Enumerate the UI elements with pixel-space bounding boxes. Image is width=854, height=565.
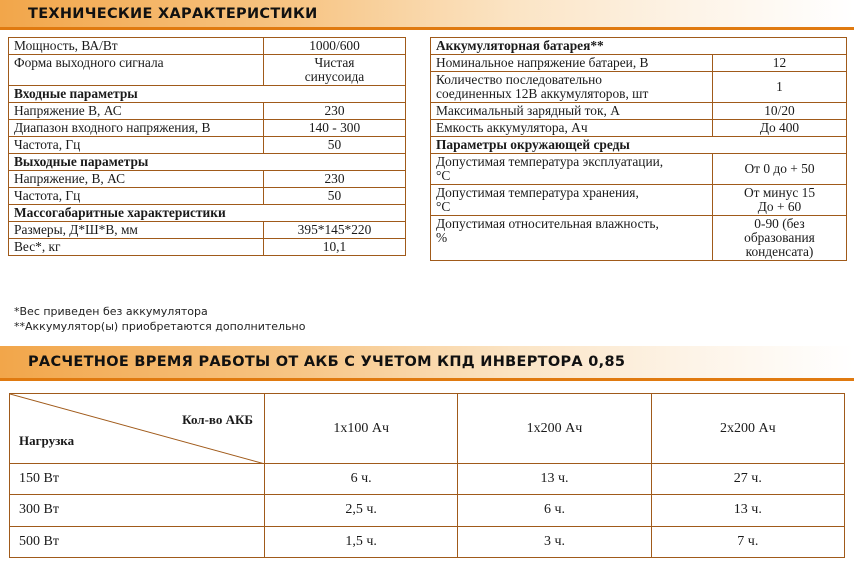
- section-title-specs: ТЕХНИЧЕСКИЕ ХАРАКТЕРИСТИКИ: [28, 5, 318, 22]
- load-500: 500 Вт: [10, 526, 265, 557]
- table-row: [431, 55, 847, 72]
- specs-table-right: [430, 37, 847, 261]
- output-voltage-value: 230: [264, 171, 406, 188]
- table-row: [9, 222, 406, 239]
- table-row: [9, 239, 406, 256]
- output-frequency-label: Частота, Гц: [9, 188, 264, 205]
- column-header-1x200: 1х200 Ач: [458, 394, 651, 464]
- input-params-header: Входные параметры: [9, 86, 406, 103]
- operating-temp-value: От 0 до + 50: [713, 154, 847, 185]
- runtime-cell: 6 ч.: [265, 464, 458, 495]
- operating-temp-label: [431, 154, 713, 185]
- operating-temp-label-line1: Допустимая температура эксплуатации,: [436, 154, 664, 169]
- runtime-cell: 2,5 ч.: [265, 495, 458, 526]
- footnote-weight: *Вес приведен без аккумулятора: [14, 305, 208, 318]
- max-charge-label: Максимальный зарядный ток, А: [431, 103, 713, 120]
- table-row: [9, 103, 406, 120]
- table-row: [9, 38, 406, 55]
- table-row: [431, 120, 847, 137]
- input-voltage-value: 230: [264, 103, 406, 120]
- battery-count-header: Кол-во АКБ: [182, 412, 253, 427]
- footnote-battery: **Аккумулятор(ы) приобретаются дополнительно: [14, 320, 306, 333]
- battery-count-value: 1: [713, 72, 847, 103]
- section-title-runtime: РАСЧЕТНОЕ ВРЕМЯ РАБОТЫ ОТ АКБ С УЧЕТОМ КПД ИНВЕРТОРА 0,85: [28, 354, 626, 370]
- mass-dimension-header: Массогабаритные характеристики: [9, 205, 406, 222]
- output-voltage-label: Напряжение, В, АС: [9, 171, 264, 188]
- humidity-label-line2: %: [436, 230, 448, 245]
- input-range-value: 140 - 300: [264, 120, 406, 137]
- storage-temp-label-line1: Допустимая температура хранения,: [436, 185, 639, 200]
- environment-header: Параметры окружающей среды: [431, 137, 847, 154]
- table-row: [10, 495, 845, 526]
- dimensions-label: Размеры, Д*Ш*В, мм: [9, 222, 264, 239]
- battery-header: Аккумуляторная батарея**: [431, 38, 847, 55]
- table-row: [9, 55, 406, 86]
- storage-temp-value-line2: До + 60: [757, 199, 802, 214]
- humidity-value: [713, 216, 847, 261]
- input-frequency-value: 50: [264, 137, 406, 154]
- table-row: [431, 38, 847, 55]
- waveform-value-line1: Чистая: [314, 55, 355, 70]
- max-charge-value: 10/20: [713, 103, 847, 120]
- capacity-label: Емкость аккумулятора, Ач: [431, 120, 713, 137]
- storage-temp-value: [713, 185, 847, 216]
- input-range-label: Диапазон входного напряжения, В: [9, 120, 264, 137]
- table-row: [431, 137, 847, 154]
- load-150: 150 Вт: [10, 464, 265, 495]
- dimensions-value: 395*145*220: [264, 222, 406, 239]
- runtime-cell: 7 ч.: [651, 526, 844, 557]
- corner-header-cell: [10, 394, 265, 464]
- table-row: [9, 154, 406, 171]
- runtime-cell: 13 ч.: [458, 464, 651, 495]
- table-row: [10, 464, 845, 495]
- specs-table-left: [8, 37, 406, 256]
- input-voltage-label: Напряжение В, АС: [9, 103, 264, 120]
- runtime-cell: 3 ч.: [458, 526, 651, 557]
- table-row: [431, 103, 847, 120]
- table-row: [9, 205, 406, 222]
- column-header-1x100: 1х100 Ач: [265, 394, 458, 464]
- nominal-voltage-value: 12: [713, 55, 847, 72]
- waveform-value: [264, 55, 406, 86]
- output-frequency-value: 50: [264, 188, 406, 205]
- operating-temp-label-line2: °C: [436, 168, 451, 183]
- column-header-2x200: 2х200 Ач: [651, 394, 844, 464]
- table-row: [10, 526, 845, 557]
- section-header-runtime: [0, 346, 854, 381]
- humidity-value-line3: конденсата): [745, 244, 814, 259]
- runtime-table: [9, 393, 845, 558]
- load-header: Нагрузка: [19, 433, 75, 448]
- table-row: [431, 72, 847, 103]
- weight-label: Вес*, кг: [9, 239, 264, 256]
- table-row: [431, 154, 847, 185]
- humidity-label-line1: Допустимая относительная влажность,: [436, 216, 659, 231]
- capacity-value: До 400: [713, 120, 847, 137]
- humidity-label: [431, 216, 713, 261]
- input-frequency-label: Частота, Гц: [9, 137, 264, 154]
- humidity-value-line2: образования: [744, 230, 815, 245]
- table-row: [9, 171, 406, 188]
- runtime-cell: 6 ч.: [458, 495, 651, 526]
- runtime-cell: 13 ч.: [651, 495, 844, 526]
- nominal-voltage-label: Номинальное напряжение батареи, В: [431, 55, 713, 72]
- table-row: [9, 86, 406, 103]
- storage-temp-label-line2: °C: [436, 199, 451, 214]
- battery-count-label-line1: Количество последовательно: [436, 72, 602, 87]
- runtime-cell: 27 ч.: [651, 464, 844, 495]
- runtime-cell: 1,5 ч.: [265, 526, 458, 557]
- table-row: [431, 216, 847, 261]
- waveform-label: Форма выходного сигнала: [9, 55, 264, 86]
- table-row: [9, 137, 406, 154]
- power-value: 1000/600: [264, 38, 406, 55]
- table-header-row: [10, 394, 845, 464]
- waveform-value-line2: синусоида: [304, 69, 365, 84]
- output-params-header: Выходные параметры: [9, 154, 406, 171]
- battery-count-label-line2: соединенных 12В аккумуляторов, шт: [436, 86, 649, 101]
- table-row: [9, 120, 406, 137]
- storage-temp-label: [431, 185, 713, 216]
- table-row: [431, 185, 847, 216]
- load-300: 300 Вт: [10, 495, 265, 526]
- footnotes: [14, 304, 305, 334]
- table-row: [9, 188, 406, 205]
- section-header-specs: [0, 0, 854, 30]
- weight-value: 10,1: [264, 239, 406, 256]
- power-label: Мощность, ВА/Вт: [9, 38, 264, 55]
- storage-temp-value-line1: От минус 15: [743, 185, 816, 200]
- diagonal-divider: [10, 394, 265, 464]
- humidity-value-line1: 0-90 (без: [754, 216, 805, 231]
- battery-count-label: [431, 72, 713, 103]
